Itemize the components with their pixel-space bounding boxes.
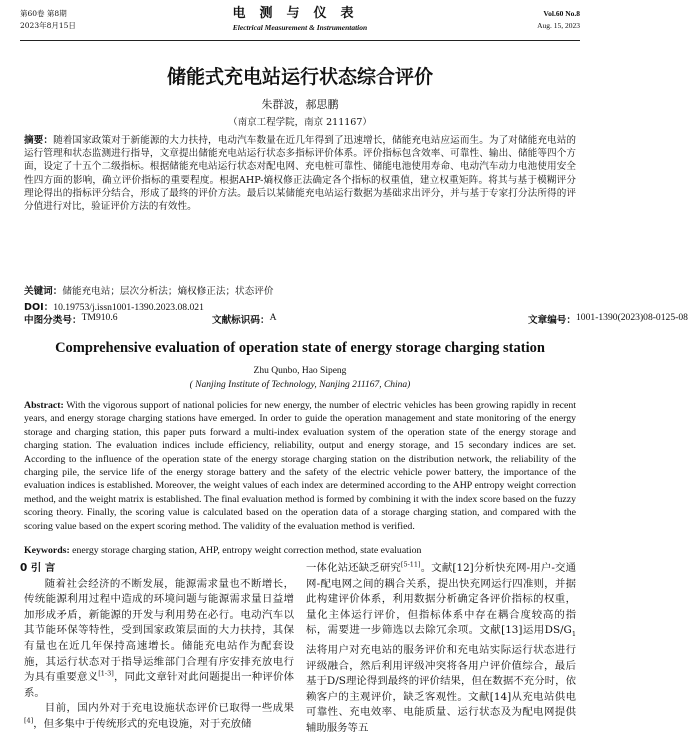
header-date: 2023年8月15日 [20, 21, 76, 30]
authors-en: Zhu Qunbo, Hao Sipeng [253, 366, 347, 376]
intro-paragraph-2 [24, 701, 294, 732]
doi-line [24, 299, 204, 313]
doc-code-value: A [269, 312, 277, 323]
body-left-column [20, 561, 295, 733]
header-journal-en: Electrical Measurement & Instrumentation [232, 23, 368, 32]
intro-cont-end: 法将用户对充电站的服务评价和充电站实际运行状态进行评级融合，然后利用评级冲突将各用户评价值综合，最后基于D/S理论得到最终的评价结果，但在数据不充分时，依赖客户的主观评价，缺乏客观性。文献[14]从充电站供电可靠性、充电效率、电能质量、运行状态及为配电网提供辅助服务等五 [306, 644, 576, 735]
citation-5-11[interactable]: [5-11] [400, 560, 421, 569]
affiliation-cn: （南京工程学院，南京 211167） [228, 117, 372, 128]
clc-label: 中图分类号： [24, 315, 82, 326]
intro-p2-text: 目前，国内外对于充电设施状态评价已取得一些成果 [44, 702, 294, 715]
doc-code-label: 文献标识码： [212, 315, 270, 326]
intro-p2-end: ，但多集中于传统形式的充电设施，对于充放储 [33, 717, 252, 730]
subscript-1: 1 [571, 630, 576, 639]
paper-title-cn: 储能式充电站运行状态综合评价 [166, 66, 433, 88]
journal-header [20, 6, 580, 41]
intro-paragraph-continued [306, 561, 576, 737]
abstract-cn-label: 摘要： [24, 135, 54, 146]
abstract-en-label: Abstract: [24, 400, 64, 411]
abstract-en [24, 399, 576, 533]
abstract-cn-text: 随着国家政策对于新能源的大力扶持，电动汽车数量在近几年得到了迅速增长，储能充电站应运而生。为了对储能充电站的运行管理和状态监测进行指导，文章提出储能充电站运行状态多指标评价体系。评价指标包含效率、可靠性、输出、储能等四个方面，设定了十五个二级指标。根据储能充电站运行状态对配电网、充电桩可靠性、储能电池使用寿命、电动汽车动力电池使用安全性四方面的影响，确立评价指标的重要程度。根据AHP-熵权修正法确定各个指标的权重值，建立权重矩阵。将其与基于模糊评分理论得出的指标评分结合，形成了最终的评价方法。最后以某储能充电站运行数据为基础求出评分，并与基于专家打分法所得的评分值进行对比，验证评价方法的有效性。 [24, 135, 577, 213]
keywords-cn-label: 关键词： [24, 286, 63, 297]
header-date-en: Aug. 15, 2023 [537, 21, 580, 30]
intro-p1-end: ，同此文章针对此问题提出一种评价体系。 [24, 671, 295, 699]
authors-cn: 朱群波，郝思鹏 [261, 98, 339, 111]
doi-label: DOI： [24, 302, 54, 313]
citation-4[interactable]: [4] [24, 716, 34, 725]
doi-value[interactable]: 10.19753/j.issn1001-1390.2023.08.021 [53, 302, 204, 313]
intro-p1-text: 随着社会经济的不断发展，能源需求量也不断增长，传统能源利用过程中造成的环境问题与能源需求量日益增加形成矛盾，新能源的开发与利用势在必行。电动汽车以其节能环保等特性，受到国家政策层面的大力扶持，其保有量也在近几年保持高速增长。储能充电站作为配套设施，其运行状态对于指导运维部门合理有序安排充放电行为具有重要意义 [24, 577, 294, 684]
header-vol-en: Vol.60 No.8 [543, 9, 580, 18]
paper-title-en: Comprehensive evaluation of operation state of energy storage charging station [55, 340, 545, 356]
abstract-en-text: With the vigorous support of national policies for new energy, the number of electric vehicles has been growing rapidly in recent years, and energy storage charging stations have emerged. In order to guide the operation management and state monitoring of the energy storage and charging station, this paper puts forward a multi-index evaluation system of the operation state of the energy storage and charging station. The evaluation indices include efficiency, reliability, output and energy storage, and 15 secondary indices are set. According to the influence of the operation state of the energy storage charging station on the distribution network, the reliability of the charging pile, the service life of the energy storage battery and the safety of the electric vehicle power battery, the importance of the evaluation indices is established. Moreover, the weight values of each index are determined according to the AHP entropy weight correction method, and the weight matrix is established. The final evaluation method is formed by combining it with the index score based on the fuzzy scoring theory. Finally, the scoring value is calculated based on the operation data of a storage charging station, and compared with the scoring value based on the expert scoring method. The validity of the evaluation method is verified. [24, 400, 576, 532]
keywords-en-label: Keywords: [24, 545, 70, 556]
header-center [20, 6, 580, 34]
classification-line [24, 312, 688, 326]
article-no-label: 文章编号： [528, 315, 576, 326]
keywords-en-text: energy storage charging station, AHP, entropy weight correction method, state evaluation [72, 545, 422, 556]
section-heading: 0 引 言 [20, 562, 56, 574]
header-journal-cn: 电测与仪表 [232, 6, 368, 21]
keywords-cn [24, 285, 576, 298]
clc-value: TM910.6 [81, 312, 118, 323]
keywords-en [24, 544, 576, 557]
article-no-value: 1001-1390(2023)08-0125-08 [576, 312, 688, 323]
body-right-column [306, 561, 576, 737]
affiliation-en: ( Nanjing Institute of Technology, Nanjing 211167, China) [189, 380, 411, 390]
keywords-cn-text: 储能充电站；层次分析法；熵权修正法；状态评价 [62, 286, 274, 297]
intro-cont-mid: 。文献[12]分析快充网-用户-交通网-配电网之间的耦合关系，提出快充网运行四准则，并据此构建评价体系，利用数据分析确定各评价指标的权重，量化主体运行评价，但指标体系中存在耦合度较高的指标，需要进一步筛选以去除冗余项。文献[13]运用DS/G [306, 562, 576, 637]
intro-paragraph-1 [24, 577, 294, 702]
header-right [537, 8, 580, 32]
citation-1-3[interactable]: [1-3] [98, 669, 114, 678]
intro-cont-text: 一体化站还缺乏研究 [306, 562, 401, 574]
header-volume: 第60卷 第8期 [20, 9, 67, 18]
abstract-cn [24, 134, 576, 213]
